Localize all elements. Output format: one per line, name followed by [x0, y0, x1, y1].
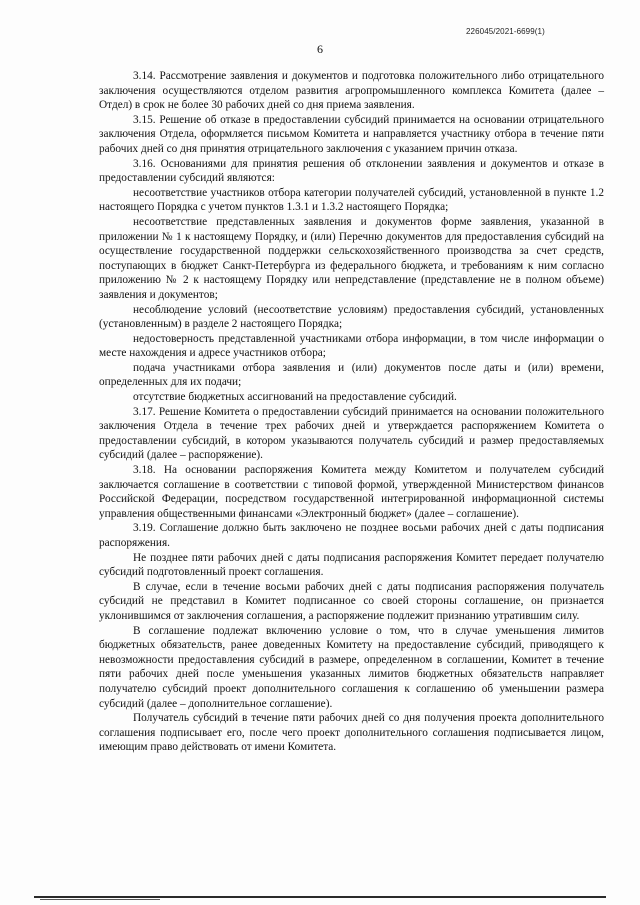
paragraph-3-18: 3.18. На основании распоряжения Комитета между Комитетом и получателем субсидий заключается соглашение в соответствии с типовой формой, утвержденной Министерством финансов Российской Федерации, посредством государственной интегрированной информационной системы управления общественными финансами «Электронный бюджет» (далее – соглашение).	[99, 464, 604, 520]
page-number: 6	[317, 42, 323, 56]
scan-edge-line-secondary	[40, 899, 160, 900]
paragraph-3-19: 3.19. Соглашение должно быть заключено не позднее восьми рабочих дней с даты подписания распоряжения.	[99, 522, 604, 549]
paragraph-3-16: 3.16. Основаниями для принятия решения об отклонении заявления и документов и отказе в предоставлении субсидий являются:	[99, 157, 604, 185]
document-body	[99, 69, 604, 755]
paragraph-3-15: 3.15. Решение об отказе в предоставлении субсидий принимается на основании отрицательного заключения Отдела, оформляется письмом Комитета и направляется участнику отбора в течение пяти рабочих дней со дня принятия отрицательного заключения с указанием причин отказа.	[99, 113, 604, 155]
list-item-ground-4: недостоверность представленной участниками отбора информации, в том числе информации о месте нахождения и адресе участников отбора;	[99, 332, 604, 360]
paragraph-3-14: 3.14. Рассмотрение заявления и документов и подготовка положительного либо отрицательного заключения осуществляются отделом развития агропромышленного комплекса Комитета (далее – Отдел) в срок не более 30 рабочих дней со дня приема заявления.	[99, 70, 604, 112]
paragraph-transfer-draft: Не позднее пяти рабочих дней с даты подписания распоряжения Комитет передает получателю субсидий подготовленный проект соглашения.	[99, 551, 604, 579]
list-item-ground-3: несоблюдение условий (несоответствие условиям) предоставления субсидий, установленных (установленным) в разделе 2 настоящего Порядка;	[99, 303, 604, 331]
paragraph-evasion: В случае, если в течение восьми рабочих дней с даты подписания распоряжения получатель субсидий не представил в Комитет подписанное со своей стороны соглашение, он признается уклонившимся от заключения соглашения, а распоряжение подлежит признанию утратившим силу.	[99, 580, 604, 622]
list-item-ground-1: несоответствие участников отбора категории получателей субсидий, установленной в пункте 1.2 настоящего Порядка с учетом пунктов 1.3.1 и 1.3.2 настоящего Порядка;	[99, 186, 604, 214]
paragraph-limits-condition: В соглашение подлежат включению условие о том, что в случае уменьшения лимитов бюджетных обязательств, ранее доведенных Комитету на предоставление субсидий, приводящего к невозможности предоставления субсидий в размере, определенном в соглашении, Комитет в течение пяти рабочих дней после уменьшения указанных лимитов бюджетных обязательств направляет получателю субсидий проект дополнительного соглашения к соглашению об уменьшении размера субсидий (далее – дополнительное соглашение).	[99, 624, 604, 710]
paragraph-additional-agreement: Получатель субсидий в течение пяти рабочих дней со дня получения проекта дополнительного соглашения подписывает его, после чего проект дополнительного соглашения подписывается лицом, имеющим право действовать от имени Комитета.	[99, 712, 604, 754]
scan-edge-line	[34, 896, 606, 898]
list-item-ground-5: подача участниками отбора заявления и (или) документов после даты и (или) времени, определенных для их подачи;	[99, 361, 604, 389]
document-id: 226045/2021-6699(1)	[466, 27, 545, 36]
paragraph-3-17: 3.17. Решение Комитета о предоставлении субсидий принимается на основании положительного заключения Отдела в течение трех рабочих дней и утверждается распоряжением Комитета о предоставлении субсидий, в котором указываются получатель субсидий и размер предоставляемых субсидий (далее – распоряжение).	[99, 405, 604, 462]
list-item-ground-2: несоответствие представленных заявления и документов форме заявления, указанной в приложении № 1 к настоящему Порядку, и (или) Перечню документов для предоставления субсидий на осуществление государственной поддержки сельскохозяйственного производства за счет средств, поступающих в бюджет Санкт-Петербурга из федерального бюджета, и требованиям к ним согласно приложению № 2 к настоящему Порядку или непредставление (представление не в полном объеме) заявления и документов;	[99, 215, 604, 301]
list-item-ground-6: отсутствие бюджетных ассигнований на предоставление субсидий.	[133, 391, 457, 404]
